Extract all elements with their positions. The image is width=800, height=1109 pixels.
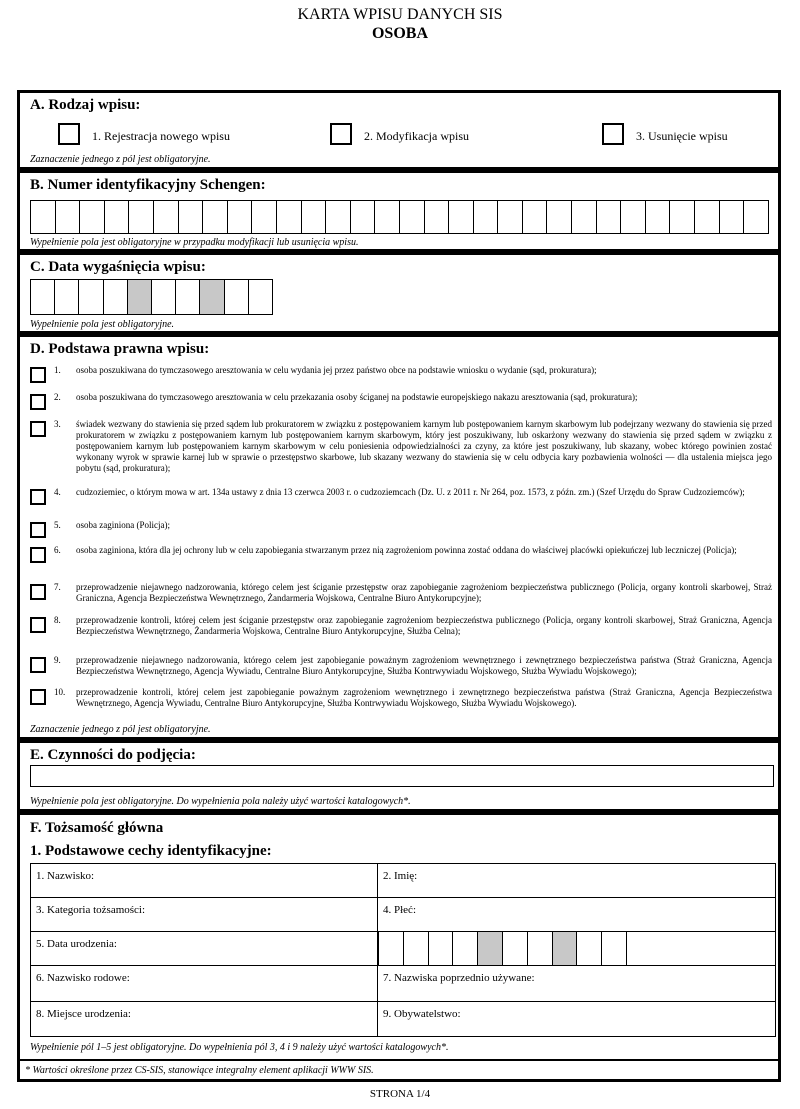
expiry-date-box-3[interactable]	[79, 280, 103, 314]
legal-basis-text: osoba poszukiwana do tymczasowego aresztowania w celu wydania jej przez państwo obce na podstawie wniosku o wydanie (sąd, prokuratura);	[76, 365, 597, 375]
birth-date-box-1[interactable]	[379, 932, 404, 965]
field-previous-names[interactable]: 7. Nazwiska poprzednio używane:	[383, 972, 535, 984]
legal-basis-checkbox-10[interactable]	[30, 689, 46, 705]
identity-grid	[30, 863, 776, 1037]
schengen-digit-box-26[interactable]	[646, 201, 671, 233]
legal-basis-text: osoba zaginiona (Policja);	[76, 520, 170, 530]
schengen-digit-box-21[interactable]	[523, 201, 548, 233]
schengen-digit-box-30[interactable]	[744, 201, 769, 233]
checkbox-new-entry[interactable]	[58, 123, 80, 145]
schengen-digit-box-10[interactable]	[252, 201, 277, 233]
schengen-digit-box-23[interactable]	[572, 201, 597, 233]
legal-basis-number: 10.	[54, 687, 66, 697]
schengen-digit-box-11[interactable]	[277, 201, 302, 233]
schengen-digit-box-9[interactable]	[228, 201, 253, 233]
schengen-digit-box-22[interactable]	[547, 201, 572, 233]
schengen-digit-box-29[interactable]	[720, 201, 745, 233]
actions-input[interactable]	[30, 765, 774, 787]
section-b-title: B. Numer identyfikacyjny Schengen:	[30, 177, 266, 193]
legal-basis-number: 2.	[54, 392, 61, 402]
legal-basis-text: świadek wezwany do stawienia się przed sądem lub prokuratorem w związku z postępowaniem karnym lub postępowaniem karnym skarbowym lub podejrzany wezwany do stawienia się przed prokuratorem w związku z postępowaniem karnym lub postępowaniem karnym skarbowym, który jest poszukiwany, lub oskarżony wezwany do stawienia się przed sądem w związku z postępowaniem karnym lub postępowaniem karnym skarbowym w celu poniesienia odpowiedzialności za czyny, za które jest poszukiwany, lub skazany, wobec którego powinien zostać wykonany wyrok w sprawie karnej lub w sprawie o przestępstwo skarbowe, lub skazany wezwany do stawienia się w celu odbycia kary pozbawienia wolności — dla ustalenia miejsca jego pobytu (sąd, prokuratura);	[76, 419, 772, 473]
section-b	[17, 170, 781, 252]
section-f-title: F. Tożsamość główna	[30, 820, 164, 836]
schengen-digit-box-15[interactable]	[375, 201, 400, 233]
field-maiden-name[interactable]: 6. Nazwisko rodowe:	[31, 966, 378, 1001]
section-a-note: Zaznaczenie jednego z pól jest obligatoryjne.	[30, 154, 211, 165]
schengen-digit-box-27[interactable]	[670, 201, 695, 233]
legal-basis-number: 3.	[54, 419, 61, 429]
field-birth-date: 5. Data urodzenia:	[31, 932, 378, 965]
legal-basis-checkbox-2[interactable]	[30, 394, 46, 410]
section-f-subtitle: 1. Podstawowe cechy identyfikacyjne:	[30, 843, 272, 859]
schengen-digit-box-4[interactable]	[105, 201, 130, 233]
page-number: STRONA 1/4	[369, 1088, 431, 1100]
expiry-date-box-9[interactable]	[225, 280, 249, 314]
form-title: KARTA WPISU DANYCH SIS	[297, 6, 503, 23]
section-c-title: C. Data wygaśnięcia wpisu:	[30, 259, 206, 275]
section-d-title: D. Podstawa prawna wpisu:	[30, 341, 210, 357]
section-a	[17, 90, 781, 170]
legal-basis-checkbox-9[interactable]	[30, 657, 46, 673]
field-sex[interactable]: 4. Płeć:	[383, 904, 416, 916]
section-d	[17, 334, 781, 740]
schengen-digit-box-13[interactable]	[326, 201, 351, 233]
legal-basis-number: 1.	[54, 365, 61, 375]
birth-date-box-10[interactable]	[602, 932, 627, 965]
grid-row-4	[31, 966, 775, 1002]
section-e-note: Wypełnienie pola jest obligatoryjne. Do wypełnienia pola należy użyć wartości katalogowych*.	[30, 796, 411, 807]
birth-date-box-8[interactable]	[553, 932, 578, 965]
birth-date-box-9[interactable]	[577, 932, 602, 965]
birth-date-box-5[interactable]	[478, 932, 503, 965]
legal-basis-number: 6.	[54, 545, 61, 555]
legal-basis-number: 5.	[54, 520, 61, 530]
section-b-note: Wypełnienie pola jest obligatoryjne w przypadku modyfikacji lub usunięcia wpisu.	[30, 237, 359, 248]
schengen-digit-box-18[interactable]	[449, 201, 474, 233]
schengen-digit-box-1[interactable]	[31, 201, 56, 233]
schengen-digit-box-8[interactable]	[203, 201, 228, 233]
legal-basis-checkbox-7[interactable]	[30, 584, 46, 600]
legal-basis-number: 7.	[54, 582, 61, 592]
schengen-digit-box-24[interactable]	[597, 201, 622, 233]
field-identity-category[interactable]: 3. Kategoria tożsamości:	[31, 898, 378, 931]
footnote: * Wartości określone przez CS-SIS, stanowiące integralny element aplikacji WWW SIS.	[25, 1065, 374, 1076]
legal-basis-text: cudzoziemiec, o którym mowa w art. 134a ustawy z dnia 13 czerwca 2003 r. o cudzoziemcach (Dz. U. z 2011 r. Nr 264, poz. 1573, z późn. zm.) (Szef Urzędu do Spraw Cudzoziemców);	[76, 487, 745, 497]
legal-basis-checkbox-4[interactable]	[30, 489, 46, 505]
legal-basis-text: osoba poszukiwana do tymczasowego aresztowania w celu przekazania osoby ściganej na podstawie europejskiego nakazu aresztowania (sąd, prokuratura);	[76, 392, 638, 402]
form-subtitle: OSOBA	[371, 25, 428, 42]
grid-row-3	[31, 932, 775, 966]
legal-basis-text: przeprowadzenie kontroli, której celem jest zapobieganie poważnym zagrożeniom wewnętrznego i zewnętrznego bezpieczeństwa państwa (Straż Graniczna, Agencja Bezpieczeństwa Wewnętrznego, Agencja Wywiadu, Centralne Biuro Antykorupcyjne, Służba Kontrwywiadu Wojskowego, Służba Wywiadu Wojskowego).	[76, 687, 772, 708]
schengen-digit-box-19[interactable]	[474, 201, 499, 233]
expiry-date-box-10[interactable]	[249, 280, 273, 314]
expiry-date-box-4[interactable]	[104, 280, 128, 314]
expiry-date-box-7[interactable]	[176, 280, 200, 314]
section-c-note: Wypełnienie pola jest obligatoryjne.	[30, 319, 175, 330]
legal-basis-checkbox-6[interactable]	[30, 547, 46, 563]
schengen-digit-box-28[interactable]	[695, 201, 720, 233]
grid-row-2	[31, 898, 775, 932]
checkbox-delete-entry[interactable]	[602, 123, 624, 145]
field-citizenship[interactable]: 9. Obywatelstwo:	[383, 1008, 461, 1020]
grid-row-5	[31, 1002, 775, 1036]
schengen-digit-box-12[interactable]	[302, 201, 327, 233]
schengen-digit-box-14[interactable]	[351, 201, 376, 233]
section-e	[17, 740, 781, 812]
expiry-date-boxes[interactable]	[30, 279, 273, 315]
section-e-title: E. Czynności do podjęcia:	[30, 747, 196, 763]
schengen-digit-box-20[interactable]	[498, 201, 523, 233]
section-c	[17, 252, 781, 334]
birth-date-box-2[interactable]	[404, 932, 429, 965]
legal-basis-text: przeprowadzenie kontroli, której celem jest ściganie przestępstw oraz zapobieganie zagrożeniom bezpieczeństwa publicznego (Policja, organy kontroli skarbowej, Straż Graniczna, Agencja Bezpieczeństwa Wewnętrznego, Żandarmeria Wojskowa, Centralne Biuro Antykorupcyjne, Służba Celna);	[76, 615, 772, 636]
birth-date-box-6[interactable]	[503, 932, 528, 965]
schengen-digit-box-6[interactable]	[154, 201, 179, 233]
expiry-date-box-2[interactable]	[55, 280, 79, 314]
legal-basis-number: 9.	[54, 655, 61, 665]
label-modify-entry: 2. Modyfikacja wpisu	[364, 129, 469, 143]
label-delete-entry: 3. Usunięcie wpisu	[636, 129, 728, 143]
schengen-digit-box-25[interactable]	[621, 201, 646, 233]
section-a-title: A. Rodzaj wpisu:	[30, 97, 141, 113]
legal-basis-text: przeprowadzenie niejawnego nadzorowania, którego celem jest ściganie przestępstw oraz zapobieganie zagrożeniom bezpieczeństwa publicznego (Policja, organy kontroli skarbowej, Straż Graniczna, Agencja Bezpieczeństwa Wewnętrznego, Żandarmeria Wojskowa, Centralne Biuro Antykorupcyjne);	[76, 582, 772, 603]
schengen-digit-box-3[interactable]	[80, 201, 105, 233]
legal-basis-text: przeprowadzenie niejawnego nadzorowania, którego celem jest zapobieganie poważnym zagrożeniom wewnętrznego i zewnętrznego bezpieczeństwa państwa (Straż Graniczna, Agencja Bezpieczeństwa Wewnętrznego, Agencja Wywiadu, Centralne Biuro Antykorupcyjne, Służba Kontrwywiadu Wojskowego, Służba Wywiadu Wojskowego);	[76, 655, 772, 676]
field-first-name[interactable]: 2. Imię:	[383, 870, 418, 882]
section-d-note: Zaznaczenie jednego z pól jest obligatoryjne.	[30, 724, 211, 735]
section-f	[17, 812, 781, 1082]
schengen-digit-box-5[interactable]	[129, 201, 154, 233]
birth-date-box-3[interactable]	[429, 932, 454, 965]
expiry-date-box-8[interactable]	[200, 280, 224, 314]
legal-basis-number: 4.	[54, 487, 61, 497]
expiry-date-box-5[interactable]	[128, 280, 152, 314]
legal-basis-checkbox-3[interactable]	[30, 421, 46, 437]
field-birth-place[interactable]: 8. Miejsce urodzenia:	[31, 1002, 378, 1036]
grid-row-1	[31, 864, 775, 898]
birth-date-boxes[interactable]	[378, 932, 627, 965]
legal-basis-text: osoba zaginiona, która dla jej ochrony lub w celu zapobiegania stwarzanym przez nią zagrożeniom powinna zostać oddana do właściwej placówki opiekuńczej lub leczniczej (Policja);	[76, 545, 737, 555]
section-f-note: Wypełnienie pól 1–5 jest obligatoryjne. Do wypełnienia pól 3, 4 i 9 należy użyć wartości katalogowych*.	[30, 1042, 449, 1053]
legal-basis-checkbox-8[interactable]	[30, 617, 46, 633]
schengen-digit-box-2[interactable]	[56, 201, 81, 233]
schengen-digit-box-7[interactable]	[179, 201, 204, 233]
expiry-date-box-6[interactable]	[152, 280, 176, 314]
legal-basis-checkbox-1[interactable]	[30, 367, 46, 383]
birth-date-box-7[interactable]	[528, 932, 553, 965]
schengen-number-boxes[interactable]	[30, 200, 769, 234]
field-surname[interactable]: 1. Nazwisko:	[31, 864, 378, 897]
expiry-date-box-1[interactable]	[31, 280, 55, 314]
checkbox-modify-entry[interactable]	[330, 123, 352, 145]
schengen-digit-box-16[interactable]	[400, 201, 425, 233]
birth-date-box-4[interactable]	[453, 932, 478, 965]
legal-basis-checkbox-5[interactable]	[30, 522, 46, 538]
schengen-digit-box-17[interactable]	[425, 201, 450, 233]
label-new-entry: 1. Rejestracja nowego wpisu	[92, 129, 230, 143]
legal-basis-number: 8.	[54, 615, 61, 625]
